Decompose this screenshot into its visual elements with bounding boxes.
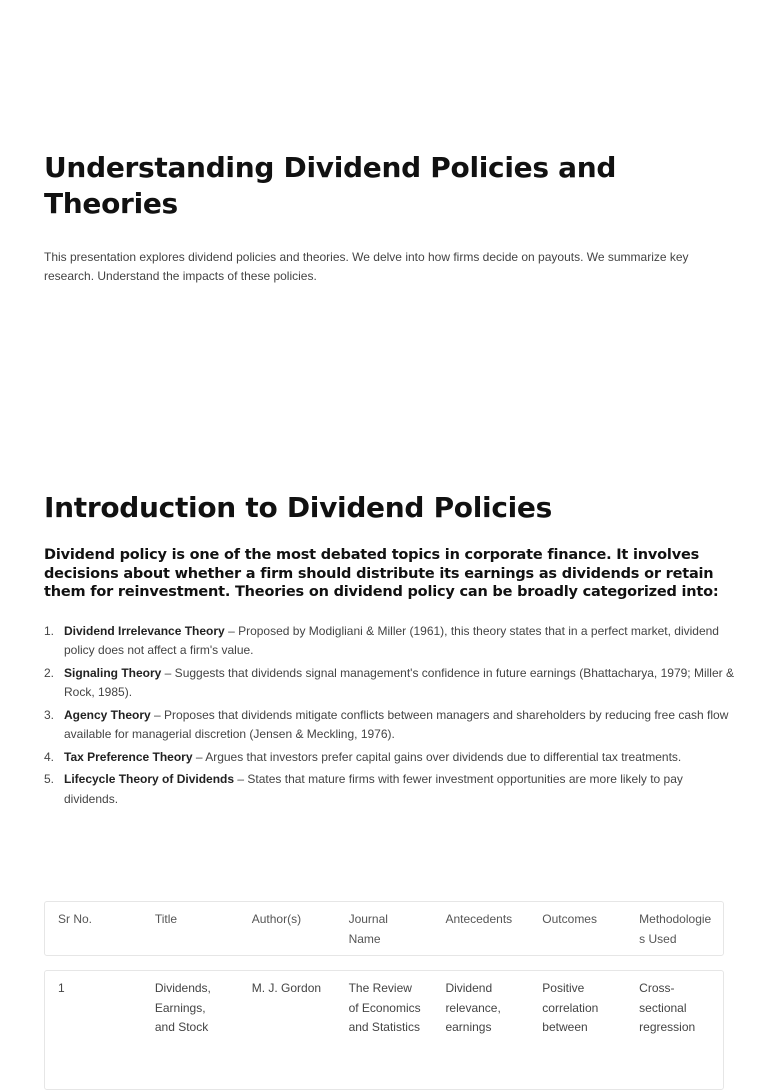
theory-name: Dividend Irrelevance Theory xyxy=(64,623,225,638)
theory-description: – States that mature firms with fewer investment opportunities are more likely to pay dividends. xyxy=(64,772,683,806)
theory-description: – Argues that investors prefer capital gains over dividends due to differential tax treatments. xyxy=(192,749,682,764)
table-cell: 1 xyxy=(58,981,65,995)
title-section xyxy=(44,150,734,286)
list-number: 3. xyxy=(44,707,55,722)
table-cell: M. J. Gordon xyxy=(251,981,322,995)
header-cell: Author(s) xyxy=(251,912,302,926)
list-number: 2. xyxy=(44,665,55,680)
list-number: 5. xyxy=(44,772,55,786)
list-item xyxy=(44,770,734,809)
introduction-section xyxy=(44,489,734,812)
table-cell: Cross-sectional regression xyxy=(639,981,696,1034)
theory-name: Agency Theory xyxy=(64,707,151,722)
table-cell: Dividends, Earnings, and Stock xyxy=(154,981,211,1034)
theory-description: – Proposed by Modigliani & Miller (1961), this theory states that in a perfect market, dividend policy does not affect a firm's value. xyxy=(64,623,719,657)
theory-name: Signaling Theory xyxy=(64,665,162,680)
table-header-row xyxy=(44,901,724,956)
list-number: 4. xyxy=(44,749,55,764)
table-cell: Dividend relevance, earnings xyxy=(445,981,501,1034)
list-number: 1. xyxy=(44,623,55,638)
list-item xyxy=(44,622,734,661)
intro-paragraph: This presentation explores dividend policies and theories. We delve into how firms decide on payouts. We summarize key research. Understand the impacts of these policies. xyxy=(44,250,689,283)
list-item xyxy=(44,748,734,768)
header-cell: Methodologies Used xyxy=(639,912,712,946)
research-table xyxy=(44,901,724,1090)
header-cell: Journal Name xyxy=(348,912,388,946)
header-cell: Outcomes xyxy=(542,912,597,926)
list-item xyxy=(44,664,734,703)
theory-description: – Proposes that dividends mitigate conflicts between managers and shareholders by reducing free cash flow available for managerial discretion (Jensen & Meckling, 1976). xyxy=(64,707,729,741)
lead-paragraph: Dividend policy is one of the most debated topics in corporate finance. It involves decisions about whether a firm should distribute its earnings as dividends or retain them for reinvestment. Theories on dividend policy can be broadly categorized into: xyxy=(44,547,719,600)
theory-description: – Suggests that dividends signal management's confidence in future earnings (Bhattacharya, 1979; Miller & Rock, 1985). xyxy=(64,665,734,699)
header-cell: Sr No. xyxy=(58,912,93,926)
table-row xyxy=(44,970,724,1090)
section-heading: Introduction to Dividend Policies xyxy=(44,491,552,524)
theory-name: Lifecycle Theory of Dividends xyxy=(64,772,235,786)
page-title: Understanding Dividend Policies and Theories xyxy=(44,151,617,220)
theory-name: Tax Preference Theory xyxy=(64,749,193,764)
table-cell: The Review of Economics and Statistics xyxy=(348,981,421,1034)
header-cell: Antecedents xyxy=(445,912,513,926)
header-cell: Title xyxy=(154,912,178,926)
theory-list xyxy=(44,622,734,810)
table-cell: Positive correlation between xyxy=(542,981,599,1034)
list-item xyxy=(44,706,734,745)
